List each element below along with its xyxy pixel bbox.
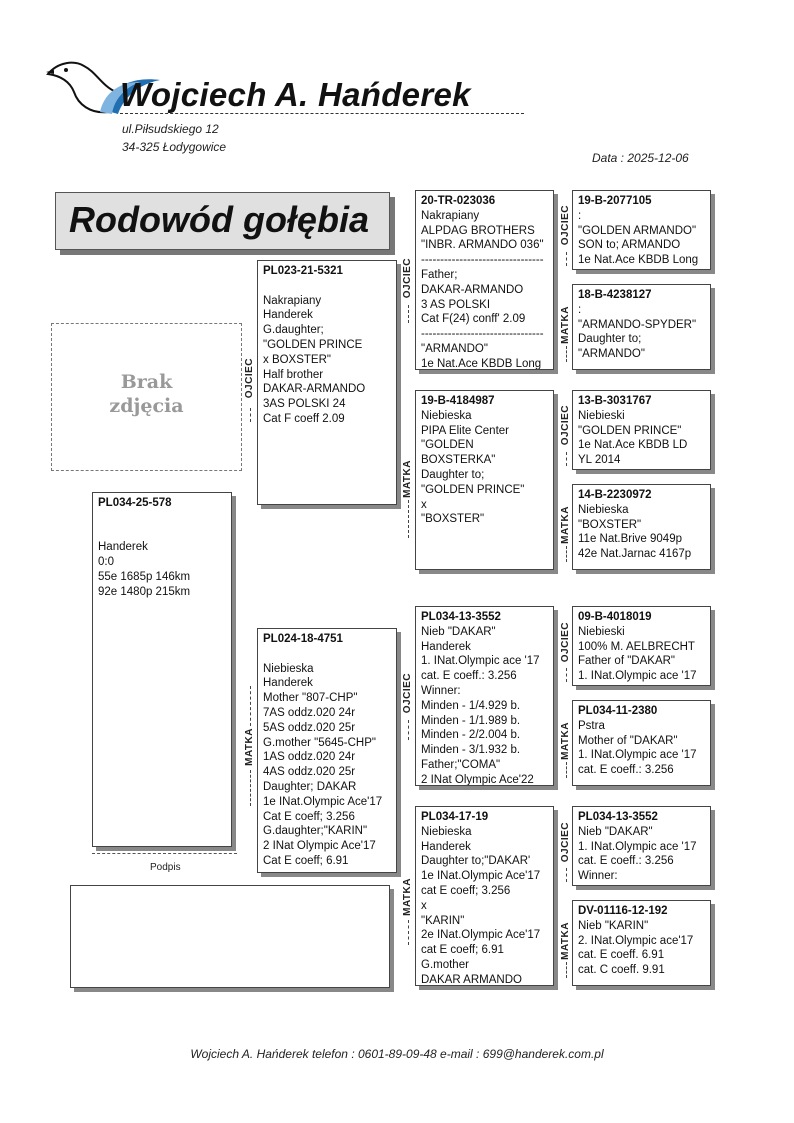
mfm-info-line: 1. INat.Olympic ace '17	[578, 749, 697, 762]
mother-box	[257, 628, 397, 873]
fmm-ring: 14-B-2230972	[578, 489, 652, 501]
mother-info-line: Niebieska	[263, 662, 314, 675]
header-divider	[120, 113, 524, 114]
mf-info-line: cat. E coeff.: 3.256	[421, 670, 517, 683]
fmf-box	[572, 390, 711, 470]
mm-info-line: "KARIN"	[421, 914, 465, 927]
mother-label: MATKA	[244, 728, 255, 766]
mf-ring: PL034-13-3552	[421, 611, 501, 623]
fmf-info-line: "GOLDEN PRINCE"	[578, 424, 682, 437]
mf-info-line: Father;"COMA"	[421, 758, 501, 771]
mmm-info-line: cat. C coeff. 9.91	[578, 964, 665, 977]
pigeon-ring: PL034-25-578	[98, 497, 172, 509]
mother-info-line: G.daughter;"KARIN"	[263, 825, 368, 838]
fmm-label-line	[566, 546, 567, 562]
mmm-info-line: 2. INat.Olympic ace'17	[578, 934, 694, 947]
fm-info-line: PIPA Elite Center	[421, 424, 509, 437]
fmf-label: OJCIEC	[560, 405, 571, 446]
pigeon-info-line: 0:0	[98, 556, 114, 569]
photo-placeholder-line1: Brak	[120, 371, 173, 393]
mff-label-line	[566, 668, 567, 682]
mff-label: OJCIEC	[560, 622, 571, 663]
mff-ring: 09-B-4018019	[578, 611, 652, 623]
ff-info-line: ALPDAG BROTHERS	[421, 224, 535, 237]
mff-box	[572, 606, 711, 686]
father-info-line: DAKAR-ARMANDO	[263, 383, 366, 396]
mfm-label-line	[566, 762, 567, 778]
mf-label-line	[408, 720, 409, 740]
mf-info-line: Minden - 3/1.932 b.	[421, 744, 521, 757]
mfm-info-line: cat. E coeff.: 3.256	[578, 764, 674, 777]
fmf-label-line	[566, 452, 567, 466]
owner-name: Wojciech A. Hańderek	[120, 76, 471, 113]
ffm-label: MATKA	[560, 306, 571, 344]
mother-info-line: Cat E coeff; 3.256	[263, 810, 355, 823]
mff-info-line: 100% M. AELBRECHT	[578, 640, 695, 653]
fm-info-line: "GOLDEN PRINCE"	[421, 483, 525, 496]
mff-info-line: Father of "DAKAR"	[578, 655, 676, 668]
ff-info-line: --------------------------------	[421, 328, 544, 341]
mother-info-line: 2 INat Olympic Ace'17	[263, 840, 376, 853]
fm-label: MATKA	[402, 460, 413, 498]
father-ring: PL023-21-5321	[263, 265, 343, 277]
address-city: 34-325 Łodygowice	[122, 140, 227, 154]
ff-info-line: 3 AS POLSKI	[421, 298, 491, 311]
father-label: OJCIEC	[244, 358, 255, 399]
mother-label-line-lower	[250, 770, 251, 806]
mmf-label-line	[566, 868, 567, 882]
mff-info-line: Niebieski	[578, 625, 625, 638]
fm-info-line: BOXSTERKA"	[421, 454, 496, 467]
mother-label-line	[250, 686, 251, 726]
mm-label: MATKA	[402, 878, 413, 916]
signature-line	[92, 853, 237, 854]
mf-info-line: Winner:	[421, 684, 461, 697]
mother-info-line: Handerek	[263, 677, 313, 690]
pigeon-info-line	[98, 526, 226, 541]
fm-info-line: "BOXSTER"	[421, 513, 485, 526]
mm-box	[415, 806, 554, 986]
father-label-line	[250, 408, 251, 422]
father-info-line	[263, 279, 391, 294]
pedigree-date: Data : 2025-12-06	[592, 151, 689, 165]
fmf-info-line: 1e Nat.Ace KBDB LD	[578, 439, 688, 452]
mother-info-line: 7AS oddz.020 24r	[263, 706, 356, 719]
mf-info-line: 2 INat Olympic Ace'22	[421, 773, 534, 786]
fff-label-line	[566, 252, 567, 266]
fff-label: OJCIEC	[560, 205, 571, 246]
mff-info-line: 1. INat.Olympic ace '17	[578, 670, 697, 683]
mf-info-line: 1. INat.Olympic ace '17	[421, 655, 540, 668]
ff-info-line: DAKAR-ARMANDO	[421, 283, 524, 296]
fm-info-line: Daughter to;	[421, 468, 485, 481]
mother-ring: PL024-18-4751	[263, 633, 343, 645]
mfm-info-line: Mother of "DAKAR"	[578, 734, 678, 747]
fff-info-line: :	[578, 209, 582, 222]
ff-info-line: "ARMANDO"	[421, 342, 488, 355]
mother-info-line: G.mother "5645-CHP"	[263, 736, 376, 749]
mm-info-line: cat E coeff; 6.91	[421, 944, 504, 957]
father-info-line: "GOLDEN PRINCE	[263, 338, 363, 351]
father-info-line: Half brother	[263, 368, 324, 381]
ff-info-line: "INBR. ARMANDO 036"	[421, 239, 544, 252]
fm-ring: 19-B-4184987	[421, 395, 495, 407]
footer-contact: Wojciech A. Hańderek telefon : 0601-89-09-48 e-mail : 699@handerek.com.pl	[190, 1047, 604, 1061]
father-info-line: x BOXSTER"	[263, 353, 331, 366]
ff-info-line: Cat F(24) conff' 2.09	[421, 313, 526, 326]
ff-info-line: Father;	[421, 268, 458, 281]
pigeon-info-line	[98, 511, 226, 526]
ff-label: OJCIEC	[402, 258, 413, 299]
ffm-info-line: :	[578, 303, 582, 316]
mmf-info-line: 1. INat.Olympic ace '17	[578, 840, 697, 853]
ff-ring: 20-TR-023036	[421, 195, 496, 207]
mfm-info-line: Pstra	[578, 719, 605, 732]
fmm-info-line: 11e Nat.Brive 9049p	[578, 533, 682, 546]
ffm-info-line: Daughter to;	[578, 333, 642, 346]
mmf-label: OJCIEC	[560, 822, 571, 863]
mm-info-line: Handerek	[421, 840, 471, 853]
mmm-info-line: cat. E coeff. 6.91	[578, 949, 665, 962]
mm-info-line: DAKAR ARMANDO	[421, 973, 522, 986]
mmf-ring: PL034-13-3552	[578, 811, 658, 823]
mmm-box	[572, 900, 711, 986]
mfm-box	[572, 700, 711, 786]
mf-info-line: Handerek	[421, 640, 471, 653]
ffm-info-line: "ARMANDO-SPYDER"	[578, 318, 697, 331]
mm-info-line: x	[421, 899, 427, 912]
fmf-info-line: YL 2014	[578, 454, 621, 467]
mm-info-line: 2e INat.Olympic Ace'17	[421, 929, 541, 942]
fmm-info-line: "BOXSTER"	[578, 518, 642, 531]
signature-box	[70, 885, 390, 988]
mm-info-line: cat E coeff; 3.256	[421, 884, 511, 897]
mm-info-line: Niebieska	[421, 825, 472, 838]
mmf-box	[572, 806, 711, 886]
mother-info-line: 5AS oddz.020 25r	[263, 721, 356, 734]
mother-info-line	[263, 647, 391, 662]
fm-label-line	[408, 500, 409, 538]
mf-info-line: Nieb "DAKAR"	[421, 625, 496, 638]
title-box	[55, 192, 390, 250]
photo-placeholder-line2: zdjęcia	[109, 395, 184, 417]
fff-info-line: "GOLDEN ARMANDO"	[578, 224, 697, 237]
mfm-ring: PL034-11-2380	[578, 705, 658, 717]
mm-info-line: Daughter to;"DAKAR'	[421, 855, 531, 868]
fmf-info-line: Niebieski	[578, 409, 625, 422]
mm-ring: PL034-17-19	[421, 811, 489, 823]
mother-info-line: Daughter; DAKAR	[263, 780, 357, 793]
fmf-ring: 13-B-3031767	[578, 395, 652, 407]
father-info-line: Handerek	[263, 309, 313, 322]
mmm-ring: DV-01116-12-192	[578, 905, 668, 917]
pigeon-info-line: Handerek	[98, 541, 148, 554]
mmf-info-line: Nieb "DAKAR"	[578, 825, 653, 838]
mm-label-line	[408, 920, 409, 945]
mother-info-line: 4AS oddz.020 25r	[263, 766, 356, 779]
ff-info-line: Nakrapiany	[421, 209, 480, 222]
father-info-line: 3AS POLSKI 24	[263, 398, 346, 411]
fff-ring: 19-B-2077105	[578, 195, 652, 207]
mmf-info-line: Winner:	[578, 870, 618, 883]
mother-info-line: Mother "807-CHP"	[263, 692, 358, 705]
ff-info-line: 1e Nat.Ace KBDB Long	[421, 357, 542, 370]
fmm-label: MATKA	[560, 506, 571, 544]
fmm-box	[572, 484, 711, 570]
mmf-info-line: cat. E coeff.: 3.256	[578, 855, 674, 868]
mm-info-line: G.mother	[421, 958, 469, 971]
mmm-label: MATKA	[560, 922, 571, 960]
mfm-label: MATKA	[560, 722, 571, 760]
fmm-info-line: 42e Nat.Jarnac 4167p	[578, 548, 692, 561]
ffm-box	[572, 284, 711, 370]
mmm-label-line	[566, 962, 567, 978]
fff-info-line: SON to; ARMANDO	[578, 239, 681, 252]
fm-info-line: Niebieska	[421, 409, 472, 422]
mother-info-line: Cat E coeff; 6.91	[263, 854, 349, 867]
mf-box	[415, 606, 554, 786]
fm-info-line: "GOLDEN	[421, 439, 474, 452]
ff-label-line	[408, 305, 409, 323]
fm-box	[415, 390, 554, 570]
mmm-info-line: Nieb "KARIN"	[578, 919, 649, 932]
page-title: Rodowód gołębia	[69, 199, 369, 240]
father-info-line: Nakrapiany	[263, 294, 322, 307]
father-box	[257, 260, 397, 505]
fm-info-line: x	[421, 498, 427, 511]
fff-info-line: 1e Nat.Ace KBDB Long	[578, 254, 699, 267]
ffm-info-line: "ARMANDO"	[578, 348, 645, 361]
fff-box	[572, 190, 711, 270]
mf-info-line: Minden - 1/1.989 b.	[421, 714, 521, 727]
ffm-ring: 18-B-4238127	[578, 289, 652, 301]
ff-box	[415, 190, 554, 370]
ff-info-line: --------------------------------	[421, 254, 544, 267]
ffm-label-line	[566, 346, 567, 362]
address-street: ul.Piłsudskiego 12	[122, 122, 219, 136]
mf-info-line: Minden - 1/4.929 b.	[421, 699, 521, 712]
mother-info-line: 1AS oddz.020 24r	[263, 751, 356, 764]
father-info-line: G.daughter;	[263, 324, 324, 337]
father-info-line: Cat F coeff 2.09	[263, 412, 345, 425]
signature-label: Podpis	[150, 862, 181, 873]
pigeon-info-line: 55e 1685p 146km	[98, 570, 191, 583]
mother-info-line: 1e INat.Olympic Ace'17	[263, 795, 383, 808]
mf-label: OJCIEC	[402, 673, 413, 714]
mm-info-line: 1e INat.Olympic Ace'17	[421, 870, 541, 883]
pigeon-info-line: 92e 1480p 215km	[98, 585, 191, 598]
photo-placeholder	[51, 323, 242, 471]
fmm-info-line: Niebieska	[578, 503, 629, 516]
mf-info-line: Minden - 2/2.004 b.	[421, 729, 521, 742]
pigeon-box	[92, 492, 232, 847]
